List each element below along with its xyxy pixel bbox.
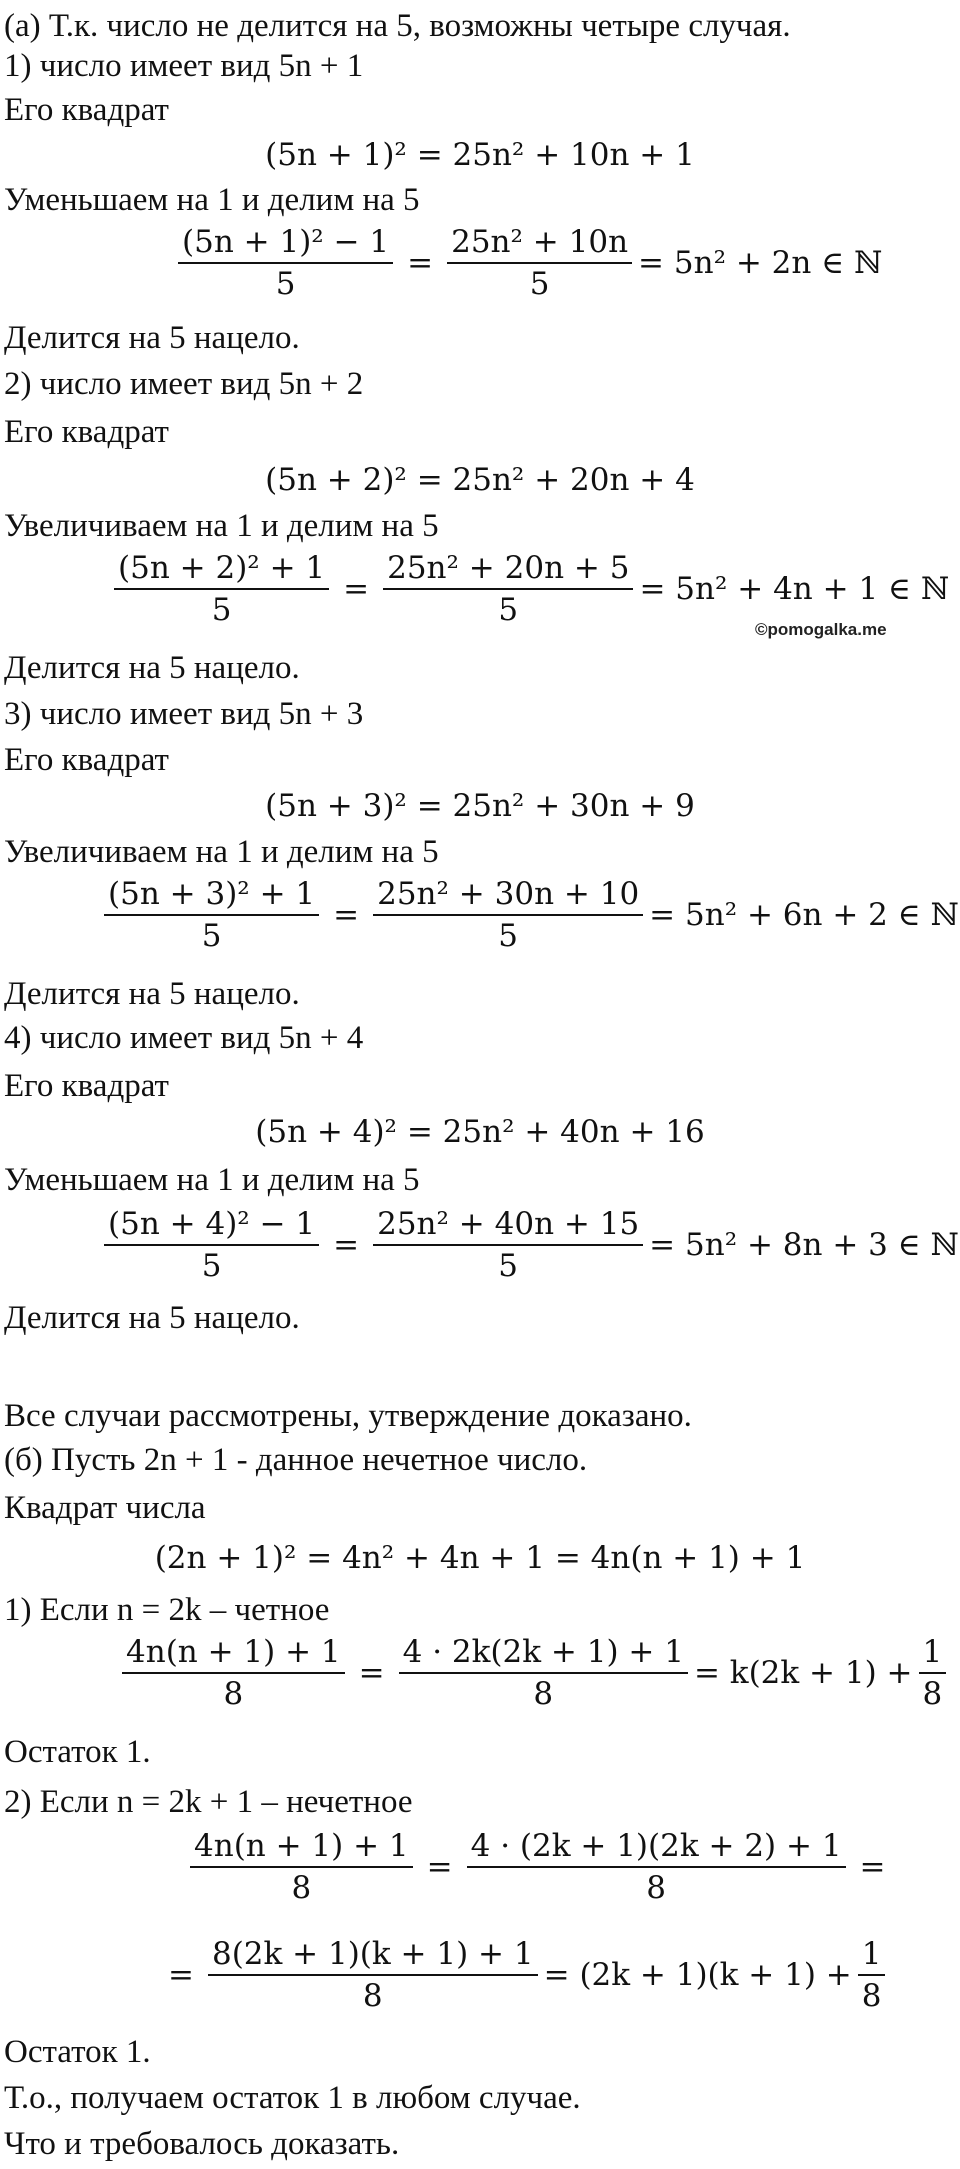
numerator: 4 · (2k + 1)(2k + 2) + 1	[470, 1828, 842, 1864]
watermark: ©pomogalka.me	[755, 620, 887, 639]
fraction	[399, 1632, 688, 1714]
case1-square-label: Его квадрат	[4, 92, 169, 128]
subcase2-remainder: Остаток 1.	[4, 2034, 151, 2070]
case3-square-equation: (5n + 3)² = 25n² + 30n + 9	[265, 788, 695, 824]
numerator: 4n(n + 1) + 1	[194, 1828, 409, 1864]
case1-square-equation: (5n + 1)² = 25n² + 10n + 1	[265, 137, 695, 173]
numerator: 8(2k + 1)(k + 1) + 1	[211, 1936, 534, 1972]
part-a-intro: (а) Т.к. число не делится на 5, возможны четыре случая.	[4, 8, 791, 44]
fraction	[919, 1632, 947, 1714]
case4-operation: Уменьшаем на 1 и делим на 5	[4, 1162, 420, 1198]
denominator: 5	[529, 266, 550, 302]
case3-fraction-equation	[98, 874, 959, 956]
denominator: 8	[533, 1676, 554, 1712]
result: = 5n² + 4n + 1 ∈ ℕ	[639, 571, 950, 607]
all-cases-statement: Все случаи рассмотрены, утверждение доказано.	[4, 1398, 692, 1434]
fraction	[447, 222, 632, 304]
numerator: 4 · 2k(2k + 1) + 1	[402, 1634, 684, 1670]
fraction	[858, 1934, 886, 2016]
part-b-square-label: Квадрат числа	[4, 1490, 206, 1526]
equals-sign: =	[333, 1227, 360, 1263]
denominator: 5	[211, 592, 232, 628]
denominator: 5	[498, 592, 519, 628]
case2-operation: Увеличиваем на 1 и делим на 5	[4, 508, 439, 544]
denominator: 8	[362, 1978, 383, 2014]
subcase2-heading: 2) Если n = 2k + 1 – нечетное	[4, 1784, 413, 1820]
numerator: 25n² + 20n + 5	[387, 550, 630, 586]
result: = 5n² + 8n + 3 ∈ ℕ	[649, 1227, 959, 1263]
equals-sign: =	[859, 1849, 886, 1885]
qed-statement: Что и требовалось доказать.	[4, 2126, 400, 2162]
fraction	[373, 874, 643, 956]
part-b-square-equation: (2n + 1)² = 4n² + 4n + 1 = 4n(n + 1) + 1	[154, 1540, 806, 1576]
subcase2-fraction-equation-2	[160, 1934, 891, 2016]
conclusion: Т.о., получаем остаток 1 в любом случае.	[4, 2080, 581, 2116]
denominator: 5	[498, 918, 518, 954]
case3-heading: 3) число имеет вид 5n + 3	[4, 696, 364, 732]
denominator: 8	[922, 1676, 943, 1712]
result: = 5n² + 6n + 2 ∈ ℕ	[649, 897, 959, 933]
case1-divisible: Делится на 5 нацело.	[4, 320, 300, 356]
denominator: 8	[646, 1870, 666, 1906]
denominator: 5	[275, 266, 296, 302]
denominator: 5	[498, 1248, 518, 1284]
case2-fraction-equation	[108, 548, 949, 630]
result: = k(2k + 1) +	[693, 1655, 913, 1691]
case4-square-equation: (5n + 4)² = 25n² + 40n + 16	[255, 1114, 705, 1150]
case1-heading: 1) число имеет вид 5n + 1	[4, 48, 364, 84]
equals-sign: =	[333, 897, 360, 933]
numerator: (5n + 1)² − 1	[182, 224, 390, 260]
numerator: 25n² + 40n + 15	[377, 1206, 640, 1242]
denominator: 5	[201, 1248, 222, 1284]
numerator: 25n² + 10n	[451, 224, 629, 260]
subcase1-remainder: Остаток 1.	[4, 1734, 151, 1770]
fraction	[114, 548, 329, 630]
case2-square-label: Его квадрат	[4, 414, 169, 450]
result: = (2k + 1)(k + 1) +	[543, 1957, 852, 1993]
fraction	[208, 1934, 538, 2016]
fraction	[104, 1204, 319, 1286]
case3-square-label: Его квадрат	[4, 742, 169, 778]
case4-divisible: Делится на 5 нацело.	[4, 1300, 300, 1336]
numerator: (5n + 2)² + 1	[118, 550, 326, 586]
fraction	[178, 222, 393, 304]
fraction	[383, 548, 633, 630]
case3-operation: Увеличиваем на 1 и делим на 5	[4, 834, 439, 870]
fraction	[122, 1632, 345, 1714]
denominator: 8	[861, 1978, 882, 2014]
part-b-intro: (б) Пусть 2n + 1 - данное нечетное число.	[4, 1442, 588, 1478]
case1-fraction-equation	[172, 222, 882, 304]
equals-sign: =	[168, 1957, 194, 1993]
fraction	[373, 1204, 643, 1286]
numerator: (5n + 4)² − 1	[108, 1206, 316, 1242]
denominator: 5	[201, 918, 222, 954]
equals-sign: =	[407, 245, 434, 281]
case2-heading: 2) число имеет вид 5n + 2	[4, 366, 364, 402]
equals-sign: =	[426, 1849, 453, 1885]
fraction	[190, 1826, 413, 1908]
equals-sign: =	[343, 571, 370, 607]
numerator: 1	[861, 1936, 882, 1972]
equals-sign: =	[358, 1655, 385, 1691]
case2-square-equation: (5n + 2)² = 25n² + 20n + 4	[265, 462, 695, 498]
case3-divisible: Делится на 5 нацело.	[4, 976, 300, 1012]
case4-square-label: Его квадрат	[4, 1068, 169, 1104]
denominator: 8	[223, 1676, 244, 1712]
result: = 5n² + 2n ∈ ℕ	[638, 245, 883, 281]
numerator: 4n(n + 1) + 1	[126, 1634, 341, 1670]
case1-operation: Уменьшаем на 1 и делим на 5	[4, 182, 420, 218]
numerator: 1	[922, 1634, 943, 1670]
fraction	[104, 874, 319, 956]
fraction	[467, 1826, 846, 1908]
subcase1-heading: 1) Если n = 2k – четное	[4, 1592, 330, 1628]
case4-fraction-equation	[98, 1204, 959, 1286]
denominator: 8	[291, 1870, 312, 1906]
case2-divisible: Делится на 5 нацело.	[4, 650, 300, 686]
subcase1-fraction-equation	[116, 1632, 952, 1714]
numerator: (5n + 3)² + 1	[108, 876, 316, 912]
numerator: 25n² + 30n + 10	[377, 876, 640, 912]
case4-heading: 4) число имеет вид 5n + 4	[4, 1020, 364, 1056]
subcase2-fraction-equation-1	[184, 1826, 894, 1908]
